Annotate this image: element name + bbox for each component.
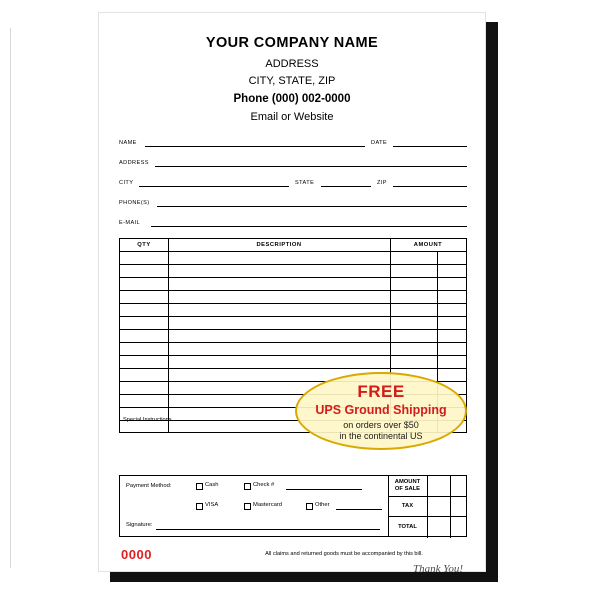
company-email-or-website: Email or Website <box>250 111 334 123</box>
table-row[interactable] <box>120 277 466 278</box>
tax-row[interactable] <box>388 497 466 518</box>
table-row[interactable] <box>120 368 466 369</box>
name-date-row <box>119 129 467 149</box>
disclaimer-text: All claims and returned goods must be accompanied by this bill. <box>265 551 423 557</box>
table-row[interactable] <box>120 355 466 356</box>
table-row[interactable] <box>120 329 466 330</box>
form-number: 0000 <box>121 547 152 562</box>
seal-free-text: FREE <box>357 382 405 401</box>
seal-shipping-text: UPS Ground Shipping <box>315 403 447 417</box>
checkbox-mastercard[interactable] <box>244 503 251 510</box>
totals-cents-divider <box>450 497 451 517</box>
company-address: ADDRESS <box>265 58 319 70</box>
checkbox-check[interactable] <box>244 483 251 490</box>
email-label: E-MAIL <box>119 220 141 226</box>
other-payment-input[interactable] <box>336 509 382 510</box>
zip-input[interactable] <box>393 186 467 187</box>
checkbox-cash[interactable] <box>196 483 203 490</box>
table-row[interactable] <box>120 264 466 265</box>
state-label: STATE <box>295 180 315 186</box>
thank-you-text: Thank You! <box>412 563 463 575</box>
date-input[interactable] <box>393 146 467 147</box>
signature-label: Signature: <box>126 522 153 528</box>
column-header-amount: AMOUNT <box>413 242 443 248</box>
amount-of-sale-row[interactable] <box>388 476 466 497</box>
checkbox-cash-label: Cash <box>205 482 219 488</box>
company-name: YOUR COMPANY NAME <box>205 35 379 51</box>
total-label: TOTAL <box>388 517 428 538</box>
free-shipping-seal <box>295 372 467 450</box>
name-input[interactable] <box>145 146 365 147</box>
table-row[interactable] <box>120 316 466 317</box>
table-row[interactable] <box>120 290 466 291</box>
name-label: NAME <box>119 140 137 146</box>
checkbox-mastercard-label: Mastercard <box>253 502 282 508</box>
special-instructions-label: Special Instructions <box>123 417 172 423</box>
address-input[interactable] <box>155 166 467 167</box>
checkbox-other-label: Other <box>315 502 330 508</box>
adjacent-form-sliver <box>0 28 11 568</box>
column-header-qty: QTY <box>120 239 169 251</box>
city-state-zip-row <box>119 169 467 189</box>
totals-area <box>388 476 466 536</box>
amount-of-sale-label: AMOUNT OF SALE <box>388 476 428 496</box>
email-row <box>119 209 467 229</box>
company-phone: Phone (000) 002-0000 <box>233 93 351 105</box>
city-label: CITY <box>119 180 134 186</box>
checkbox-other[interactable] <box>306 503 313 510</box>
column-header-description: DESCRIPTION <box>168 239 391 251</box>
company-city-state-zip: CITY, STATE, ZIP <box>248 75 336 87</box>
phones-label: PHONE(S) <box>119 200 150 206</box>
payment-method-label: Payment Method: <box>126 483 172 489</box>
phones-row <box>119 189 467 209</box>
table-row[interactable] <box>120 342 466 343</box>
city-input[interactable] <box>139 186 289 187</box>
payment-block <box>119 475 467 537</box>
customer-info-block <box>119 129 467 229</box>
phones-input[interactable] <box>157 206 467 207</box>
totals-cents-divider <box>450 476 451 496</box>
payment-method-area <box>120 476 389 536</box>
check-number-input[interactable] <box>286 489 362 490</box>
address-row <box>119 149 467 169</box>
checkbox-visa-label: VISA <box>205 502 219 508</box>
line-items-header-row <box>120 239 466 252</box>
tax-label: TAX <box>388 497 428 517</box>
checkbox-check-label: Check # <box>253 482 275 488</box>
table-row[interactable] <box>120 303 466 304</box>
zip-label: ZIP <box>377 180 387 186</box>
email-input[interactable] <box>151 226 467 227</box>
checkbox-visa[interactable] <box>196 503 203 510</box>
signature-input[interactable] <box>156 529 380 530</box>
seal-minimum-text: on orders over $50 <box>343 420 419 430</box>
date-label: DATE <box>371 140 388 146</box>
total-row[interactable] <box>388 517 466 538</box>
sales-order-form <box>98 12 486 575</box>
address-label: ADDRESS <box>119 160 149 166</box>
state-input[interactable] <box>321 186 371 187</box>
totals-cents-divider <box>450 517 451 538</box>
seal-region-text: in the continental US <box>339 431 423 441</box>
